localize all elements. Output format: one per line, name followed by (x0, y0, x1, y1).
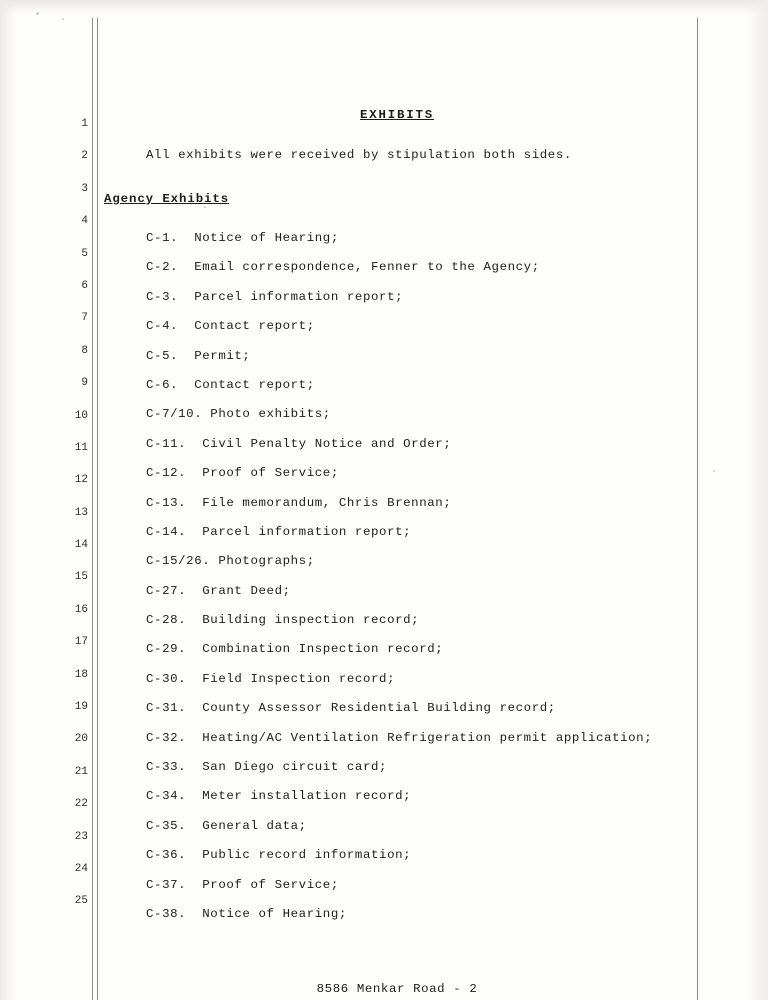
list-item: C-13. File memorandum, Chris Brennan; (146, 495, 452, 510)
list-item: C-6. Contact report; (146, 377, 315, 392)
list-item: C-2. Email correspondence, Fenner to the Agency; (146, 260, 540, 275)
scan-speck (62, 18, 64, 20)
scan-edge-shading-top (0, 0, 768, 14)
list-item: C-3. Parcel information report; (146, 289, 404, 304)
line-number: 24 (74, 862, 88, 875)
line-number: 15 (74, 571, 88, 584)
line-number: 21 (74, 765, 88, 778)
line-number: 3 (81, 182, 88, 195)
list-item: C-35. General data; (146, 818, 307, 833)
section-heading-agency-exhibits: Agency Exhibits (104, 192, 230, 206)
list-item: C-29. Combination Inspection record; (146, 642, 444, 657)
list-item: C-5. Permit; (146, 348, 251, 363)
list-item: C-38. Notice of Hearing; (146, 906, 347, 921)
list-item: C-4. Contact report; (146, 319, 315, 334)
line-number: 13 (74, 506, 88, 519)
list-item: C-28. Building inspection record; (146, 613, 420, 628)
line-number: 20 (74, 733, 88, 746)
pleading-rule-left-inner (97, 18, 98, 1000)
intro-paragraph: All exhibits were received by stipulation both sides. (146, 148, 572, 162)
list-item: C-33. San Diego circuit card; (146, 760, 388, 775)
page-footer (0, 982, 768, 998)
line-number: 9 (81, 377, 88, 390)
line-number: 18 (74, 668, 88, 681)
list-item: C-7/10. Photo exhibits; (146, 407, 331, 422)
list-item: C-36. Public record information; (146, 848, 412, 863)
line-number: 6 (81, 279, 88, 292)
pleading-rule-right (697, 18, 698, 1000)
list-item: C-27. Grant Deed; (146, 583, 291, 598)
document-body (104, 104, 690, 929)
list-item: C-31. County Assessor Residential Building record; (146, 701, 556, 716)
line-number: 12 (74, 474, 88, 487)
list-item: C-34. Meter installation record; (146, 789, 412, 804)
list-item: C-37. Proof of Service; (146, 877, 339, 892)
line-number: 19 (74, 701, 88, 714)
footer-text: 8586 Menkar Road - 2 (316, 982, 478, 994)
line-number: 11 (74, 441, 88, 454)
line-number: 23 (74, 830, 88, 843)
page-title: EXHIBITS (360, 108, 434, 122)
line-number-column (58, 108, 88, 918)
line-number: 7 (81, 312, 88, 325)
line-number: 17 (74, 636, 88, 649)
list-item: C-14. Parcel information report; (146, 524, 412, 539)
line-number: 25 (74, 895, 88, 908)
pleading-rule-left-outer (92, 18, 93, 1000)
list-item: C-30. Field Inspection record; (146, 671, 396, 686)
list-item: C-12. Proof of Service; (146, 466, 339, 481)
list-item: C-11. Civil Penalty Notice and Order; (146, 436, 452, 451)
scan-speck (713, 470, 715, 472)
line-number: 10 (74, 409, 88, 422)
line-number: 5 (81, 247, 88, 260)
list-item: C-32. Heating/AC Ventilation Refrigeration permit application; (146, 730, 653, 745)
line-number: 2 (81, 150, 88, 163)
line-number: 8 (81, 344, 88, 357)
line-number: 1 (81, 118, 88, 130)
scan-edge-shading-right (746, 0, 768, 1000)
list-item: C-1. Notice of Hearing; (146, 231, 339, 245)
exhibit-list (104, 224, 690, 929)
scan-edge-shading-left (0, 0, 16, 1000)
scan-speck (36, 12, 39, 15)
line-number: 14 (74, 539, 88, 552)
line-number: 16 (74, 603, 88, 616)
line-number: 4 (81, 215, 88, 228)
list-item: C-15/26. Photographs; (146, 554, 315, 569)
line-number: 22 (74, 798, 88, 811)
